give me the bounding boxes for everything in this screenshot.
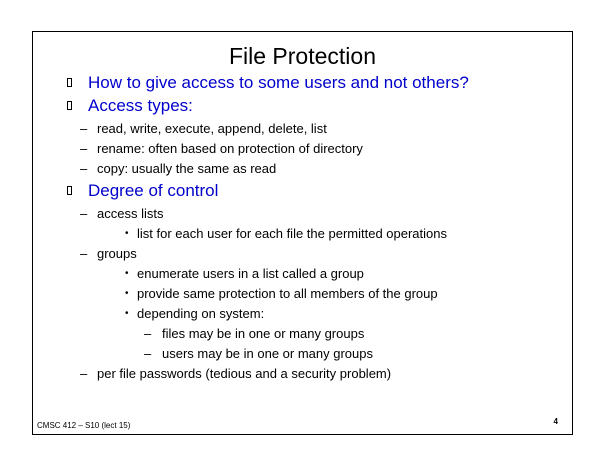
- slide-footer: CMSC 412 – S10 (lect 15): [37, 421, 131, 430]
- system-item: – users may be in one or many groups: [162, 346, 373, 362]
- slide-title: File Protection: [228, 43, 376, 69]
- control-access-lists: – access lists: [97, 206, 163, 222]
- bullet-text: Degree of control: [88, 181, 219, 200]
- system-item: – files may be in one or many groups: [162, 326, 364, 342]
- access-type-item: – read, write, execute, append, delete, list: [97, 121, 327, 137]
- square-bullet-icon: [67, 186, 72, 195]
- access-type-item: – copy: usually the same as read: [97, 161, 276, 177]
- groups-item: • provide same protection to all members of the group: [137, 286, 438, 302]
- square-bullet-icon: [67, 78, 72, 87]
- bullet-access-question: [88, 73, 469, 93]
- bullet-access-types: [88, 96, 193, 116]
- bullet-degree-of-control: [88, 181, 218, 201]
- control-groups: – groups: [97, 246, 137, 262]
- bullet-text: Access types:: [88, 96, 193, 115]
- access-lists-detail: • list for each user for each file the permitted operations: [137, 226, 447, 242]
- groups-item: • enumerate users in a list called a group: [137, 266, 364, 282]
- page-number: 4: [553, 417, 558, 426]
- access-type-item: – rename: often based on protection of directory: [97, 141, 363, 157]
- square-bullet-icon: [67, 101, 72, 110]
- control-passwords: – per file passwords (tedious and a security problem): [97, 366, 391, 382]
- slide: [32, 31, 573, 435]
- bullet-text: How to give access to some users and not others?: [88, 73, 469, 92]
- groups-item: • depending on system:: [137, 306, 264, 322]
